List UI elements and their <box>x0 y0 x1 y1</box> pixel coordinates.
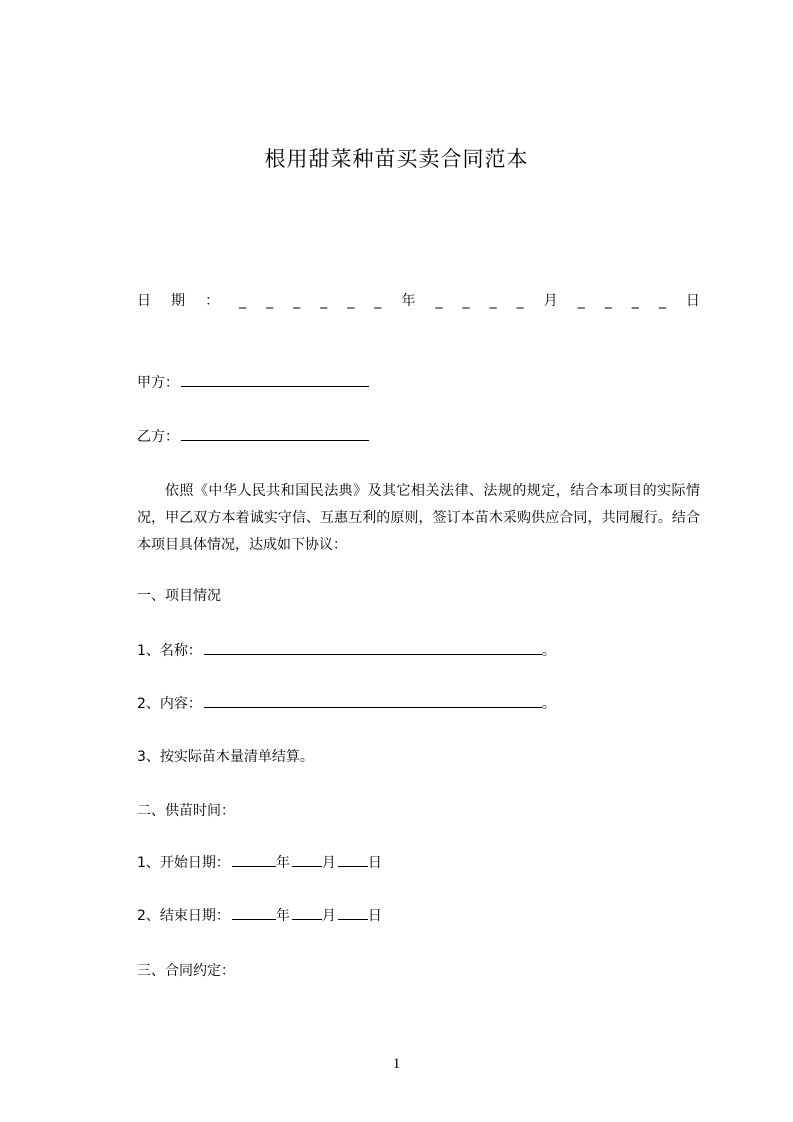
date-char: 日 <box>685 293 700 309</box>
date-blank: _ <box>577 293 585 309</box>
date-blank: _ <box>320 293 328 309</box>
item1-label: 1、名称： <box>137 643 202 659</box>
date-blank: _ <box>489 293 497 309</box>
date-char: 月 <box>543 293 558 309</box>
end-date-label: 2、结束日期： <box>137 908 230 924</box>
start-month-blank[interactable] <box>292 852 322 867</box>
section3-heading: 三、合同约定： <box>137 963 235 979</box>
party-b-label: 乙方： <box>137 429 179 445</box>
end-month-blank[interactable] <box>292 905 322 920</box>
intro-paragraph: 依照《中华人民共和国民法典》及其它相关法律、法规的规定，结合本项目的实际情况，甲乙双方本着诚实守信、互惠互利的原则，签订本苗木采购供应合同，共同履行。结合本项目具体情况，达成如下协议： <box>137 483 700 553</box>
date-char: ： <box>205 293 220 309</box>
item1-blank[interactable] <box>204 640 542 655</box>
date-line <box>137 290 700 310</box>
date-blank: _ <box>239 293 247 309</box>
date-blank: _ <box>347 293 355 309</box>
end-day-blank[interactable] <box>338 905 368 920</box>
day-label: 日 <box>367 855 382 871</box>
item2-period: 。 <box>541 696 556 712</box>
month-label: 月 <box>321 855 336 871</box>
start-date-label: 1、开始日期： <box>137 855 230 871</box>
item2-line <box>137 693 556 713</box>
date-blank: _ <box>516 293 524 309</box>
date-char: 期 <box>171 293 186 309</box>
end-date-line <box>137 905 382 925</box>
date-blank: _ <box>658 293 666 309</box>
party-a-label: 甲方： <box>137 375 179 391</box>
end-year-blank[interactable] <box>232 905 276 920</box>
date-blank: _ <box>462 293 470 309</box>
page-number: 1 <box>392 1056 401 1072</box>
section2-heading: 二、供苗时间： <box>137 803 235 819</box>
start-year-blank[interactable] <box>232 852 276 867</box>
item2-blank[interactable] <box>204 693 542 708</box>
start-date-line <box>137 852 382 872</box>
date-blank: _ <box>435 293 443 309</box>
date-blank: _ <box>374 293 382 309</box>
date-blank: _ <box>631 293 639 309</box>
date-blank: _ <box>293 293 301 309</box>
party-b-line <box>137 426 369 446</box>
party-b-blank[interactable] <box>181 426 369 441</box>
date-blank: _ <box>604 293 612 309</box>
year-label: 年 <box>275 855 290 871</box>
start-day-blank[interactable] <box>338 852 368 867</box>
party-a-blank[interactable] <box>181 372 369 387</box>
item1-period: 。 <box>541 643 556 659</box>
document-title: 根用甜菜种苗买卖合同范本 <box>264 147 529 171</box>
date-blank: _ <box>266 293 274 309</box>
item2-label: 2、内容： <box>137 696 202 712</box>
date-char: 年 <box>401 293 416 309</box>
date-char: 日 <box>137 293 151 309</box>
item3-text: 3、按实际苗木量清单结算。 <box>137 749 314 765</box>
month-label: 月 <box>321 908 336 924</box>
section1-heading: 一、项目情况 <box>137 588 221 604</box>
item1-line <box>137 640 556 660</box>
day-label: 日 <box>367 908 382 924</box>
year-label: 年 <box>275 908 290 924</box>
party-a-line <box>137 372 369 392</box>
